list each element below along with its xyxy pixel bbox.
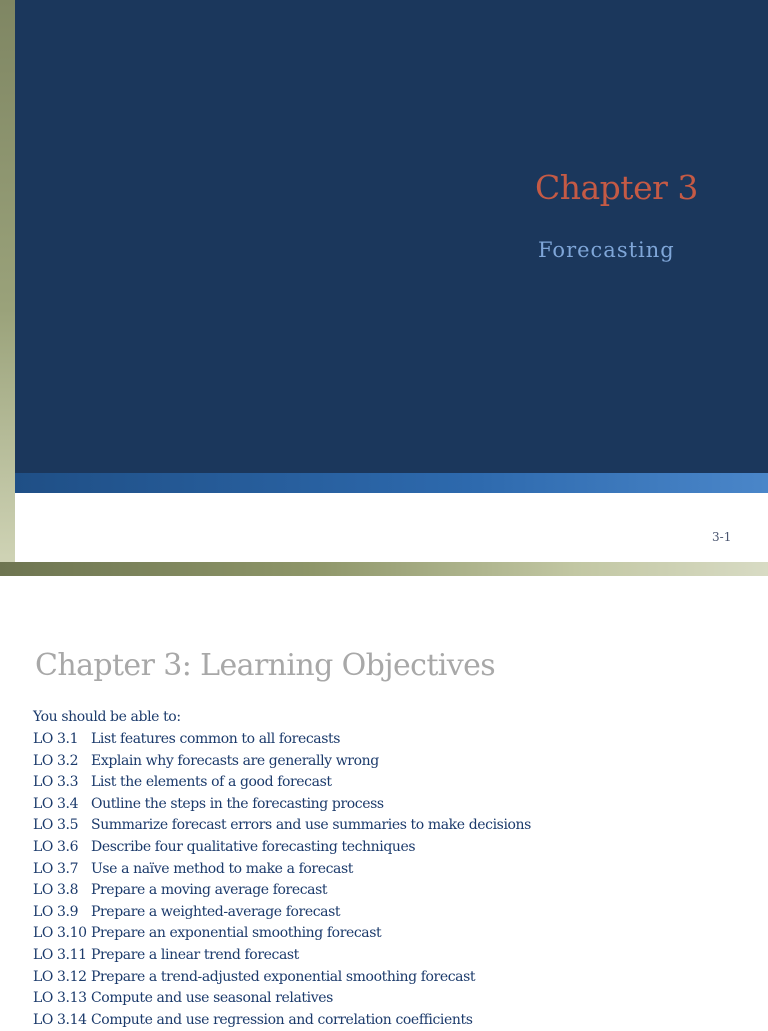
objective-item <box>33 988 531 1010</box>
objective-text: List the elements of a good forecast <box>91 774 332 791</box>
objective-text: Prepare a weighted-average forecast <box>91 903 341 920</box>
objective-text: Prepare an exponential smoothing forecast <box>91 925 382 942</box>
objective-item <box>33 794 531 816</box>
objective-code: LO 3.2 <box>33 752 79 769</box>
blue-accent-stripe <box>15 473 768 493</box>
objective-text: Summarize forecast errors and use summaries to make decisions <box>91 817 531 834</box>
objective-item <box>33 1010 531 1031</box>
objectives-heading: Chapter 3: Learning Objectives <box>35 648 496 683</box>
objective-text: Outline the steps in the forecasting process <box>91 795 384 812</box>
objective-code: LO 3.1 <box>33 731 79 747</box>
slide-title: Chapter 3 <box>535 168 698 207</box>
objectives-list <box>33 729 531 1031</box>
objective-code: LO 3.8 <box>33 882 79 899</box>
objective-text: Describe four qualitative forecasting techniques <box>91 838 416 855</box>
objective-item <box>33 923 531 945</box>
objective-item <box>33 751 531 773</box>
objective-code: LO 3.11 <box>33 946 87 963</box>
objective-code: LO 3.6 <box>33 838 79 855</box>
objective-code: LO 3.10 <box>33 925 87 942</box>
objectives-slide <box>0 576 768 1028</box>
title-background-panel <box>15 0 768 473</box>
left-accent-band <box>0 0 15 562</box>
objective-text: Prepare a trend-adjusted exponential smoothing forecast <box>91 968 476 985</box>
objective-item <box>33 880 531 902</box>
objective-item <box>33 729 531 751</box>
objective-text: Explain why forecasts are generally wrong <box>91 752 379 769</box>
objective-item <box>33 967 531 989</box>
objective-code: LO 3.5 <box>33 817 79 834</box>
slide-subtitle: Forecasting <box>538 238 675 262</box>
objective-code: LO 3.4 <box>33 795 79 812</box>
objective-code: LO 3.13 <box>33 990 87 1007</box>
objective-text: Compute and use regression and correlation coefficients <box>91 1011 473 1028</box>
objective-item <box>33 902 531 924</box>
objective-text: Prepare a linear trend forecast <box>91 946 299 963</box>
objective-code: LO 3.9 <box>33 903 79 920</box>
objective-item <box>33 772 531 794</box>
page-number: 3-1 <box>712 530 732 544</box>
objective-text: Use a naïve method to make a forecast <box>91 860 353 877</box>
objective-code: LO 3.14 <box>33 1011 87 1028</box>
objective-text: List features common to all forecasts <box>91 731 341 747</box>
objective-code: LO 3.7 <box>33 860 79 877</box>
objective-text: Prepare a moving average forecast <box>91 882 328 899</box>
slide-divider <box>0 562 768 576</box>
objective-text: Compute and use seasonal relatives <box>91 990 333 1007</box>
objective-item <box>33 859 531 881</box>
objectives-intro: You should be able to: <box>33 709 181 725</box>
objective-item <box>33 945 531 967</box>
objective-code: LO 3.3 <box>33 774 79 791</box>
objective-item <box>33 815 531 837</box>
objective-code: LO 3.12 <box>33 968 87 985</box>
objective-item <box>33 837 531 859</box>
